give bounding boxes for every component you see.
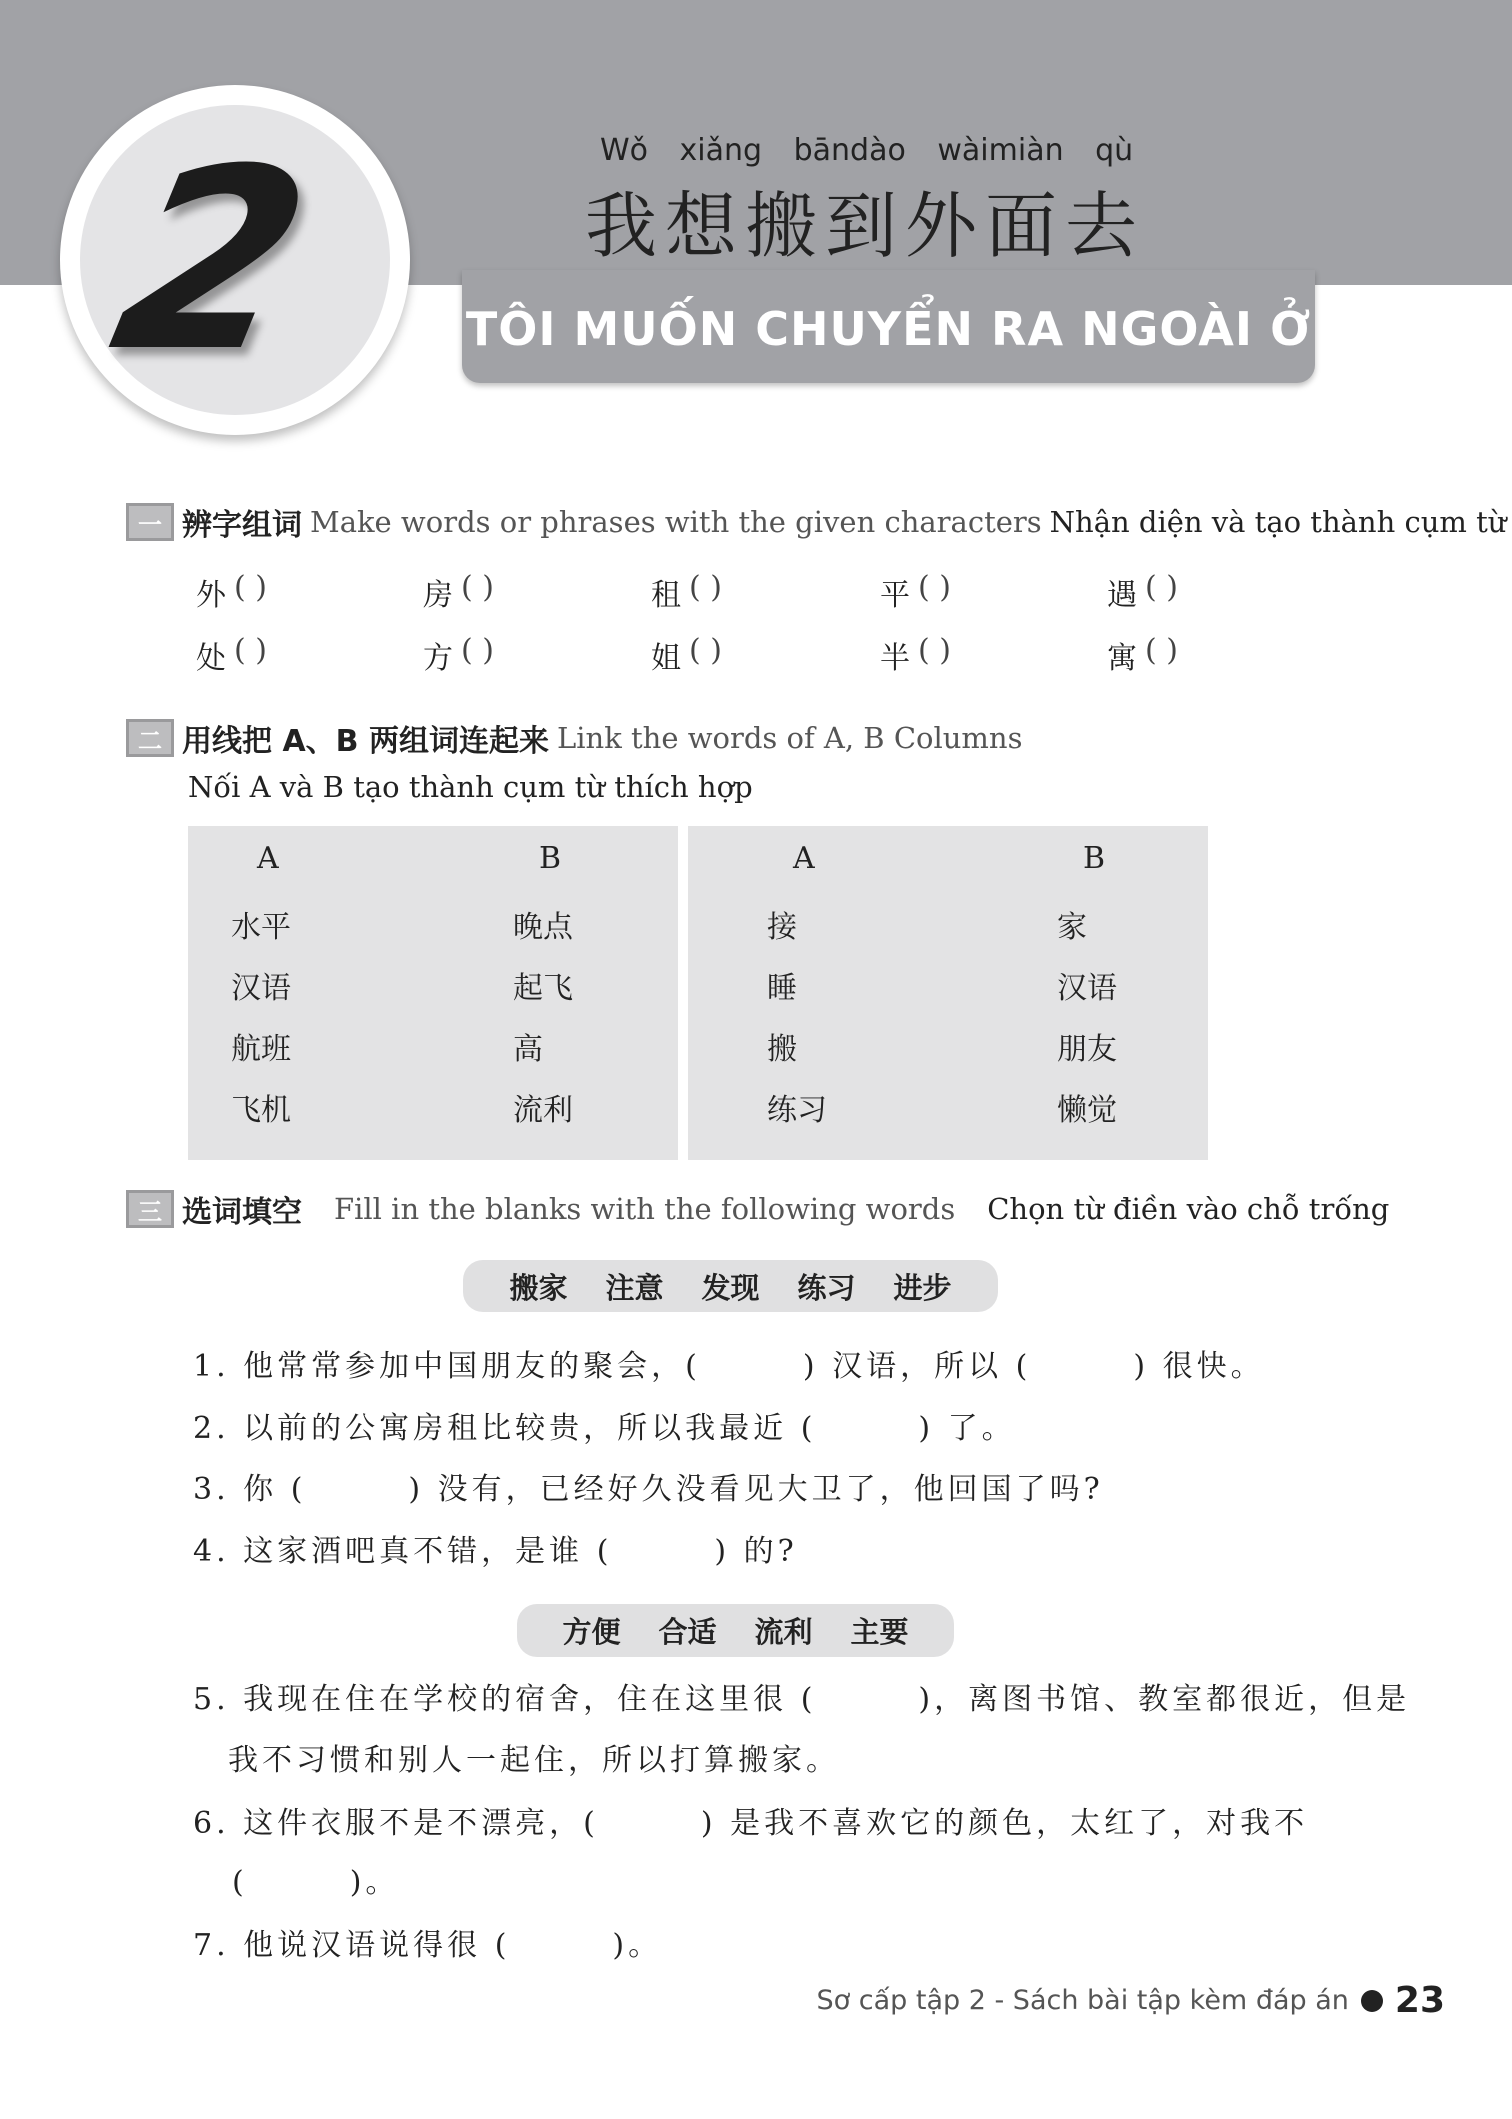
page-number: 23 [1394,1980,1445,2021]
char-row2: 姐 [651,641,681,676]
exercise-sentence: 2. 以前的公寓房租比较贵，所以我最近 ( ) 了。 [193,1411,1016,1446]
match-item-a: 练习 [767,1093,827,1128]
word-bank-item: 合适 [658,1615,717,1649]
match-item-a: 水平 [231,910,291,945]
heading-vi: Chọn từ điền vào chỗ trống [987,1192,1390,1226]
char-row1: 租 [651,578,681,613]
exercise-sentence: 1. 他常常参加中国朋友的聚会，( ) 汉语，所以 ( ) 很快。 [193,1349,1265,1384]
exercise-sentence: 7. 他说汉语说得很 ( )。 [193,1928,663,1963]
match-item-a: 睡 [767,971,797,1006]
title-vi-banner [462,270,1315,383]
match-table-2 [688,826,1208,1160]
section-badge: 一 [126,503,174,541]
answer-blank: ( ) [234,633,267,668]
answer-blank: ( ) [918,633,951,668]
word-bank-item: 发现 [701,1270,760,1305]
word-bank-item: 方便 [562,1615,621,1649]
footer [817,1980,1445,2021]
heading-zh: 用线把 A、B 两组词连起来 [182,724,549,759]
bullet-icon [1361,1990,1383,2012]
answer-blank: ( ) [689,633,722,668]
section-2-heading [126,716,1023,760]
match-item-b: 晚点 [513,910,573,945]
word-bank-1 [463,1260,998,1312]
heading-vi: Nối A và B tạo thành cụm từ thích hợp [188,770,753,804]
match-item-a: 搬 [767,1032,797,1067]
match-item-a: 航班 [231,1032,291,1067]
exercise-sentence: 5. 我现在住在学校的宿舍，住在这里很 ( )，离图书馆、教室都很近，但是 [193,1682,1411,1717]
lesson-number: 2 [94,115,330,406]
answer-blank: ( ) [1145,570,1178,605]
char-row1: 遇 [1107,578,1137,613]
heading-zh: 选词填空 [182,1195,302,1230]
match-item-b: 汉语 [1057,971,1117,1006]
match-item-b: 高 [513,1032,543,1067]
char-row2: 方 [423,641,453,676]
char-row1: 外 [196,578,226,613]
word-bank-item: 流利 [754,1615,813,1649]
section-1-heading [126,500,1506,544]
char-row2: 处 [196,641,226,676]
match-item-b: 朋友 [1057,1032,1117,1067]
match-item-a: 汉语 [231,971,291,1006]
word-bank-item: 练习 [797,1270,856,1305]
heading-en: Fill in the blanks with the following words [334,1192,956,1226]
match-item-b: 起飞 [513,971,573,1006]
answer-blank: ( ) [689,570,722,605]
answer-blank: ( ) [461,570,494,605]
match-item-a: 接 [767,910,797,945]
char-row2: 寓 [1107,641,1137,676]
exercise-sentence: 6. 这件衣服不是不漂亮，( ) 是我不喜欢它的颜色，太红了，对我不 [193,1806,1309,1841]
match-item-a: 飞机 [231,1093,291,1128]
word-bank-item: 搬家 [509,1270,568,1305]
column-header-b: B [539,841,562,876]
exercise-sentence: 4. 这家酒吧真不错，是谁 ( ) 的? [193,1534,798,1569]
match-item-b: 懒觉 [1057,1093,1117,1128]
heading-zh: 辨字组词 [182,508,302,543]
exercise-sentence: ( )。 [232,1865,400,1900]
title-zh: 我想搬到外面去 [585,184,1146,268]
section-badge: 三 [126,1190,174,1228]
char-row2: 半 [880,641,910,676]
char-row1: 房 [423,578,453,613]
answer-blank: ( ) [918,570,951,605]
heading-en: Make words or phrases with the given characters [310,505,1042,539]
column-header-a: A [257,841,279,876]
answer-blank: ( ) [1145,633,1178,668]
exercise-sentence: 我不习惯和别人一起住，所以打算搬家。 [228,1743,840,1778]
title-vi: TÔI MUỐN CHUYỂN RA NGOÀI Ở [465,302,1312,356]
title-pinyin: Wǒ xiǎng bāndào wàimiàn qù [600,133,1134,168]
column-header-a: A [793,841,815,876]
section-badge: 二 [126,719,174,757]
exercise-sentence: 3. 你 ( ) 没有，已经好久没看见大卫了，他回国了吗? [193,1472,1104,1507]
word-bank-item: 注意 [605,1270,664,1305]
section-3-heading [126,1187,1389,1231]
match-item-b: 家 [1057,910,1087,945]
match-item-b: 流利 [513,1093,573,1128]
char-row1: 平 [880,578,910,613]
heading-en: Link the words of A, B Columns [556,721,1023,755]
column-header-b: B [1083,841,1106,876]
word-bank-item: 主要 [850,1615,909,1649]
word-bank-item: 进步 [893,1270,952,1305]
answer-blank: ( ) [461,633,494,668]
answer-blank: ( ) [234,570,267,605]
word-bank-2 [517,1604,954,1657]
footer-text: Sơ cấp tập 2 - Sách bài tập kèm đáp án [816,1985,1349,2016]
heading-vi: Nhận diện và tạo thành cụm từ [1049,505,1507,539]
